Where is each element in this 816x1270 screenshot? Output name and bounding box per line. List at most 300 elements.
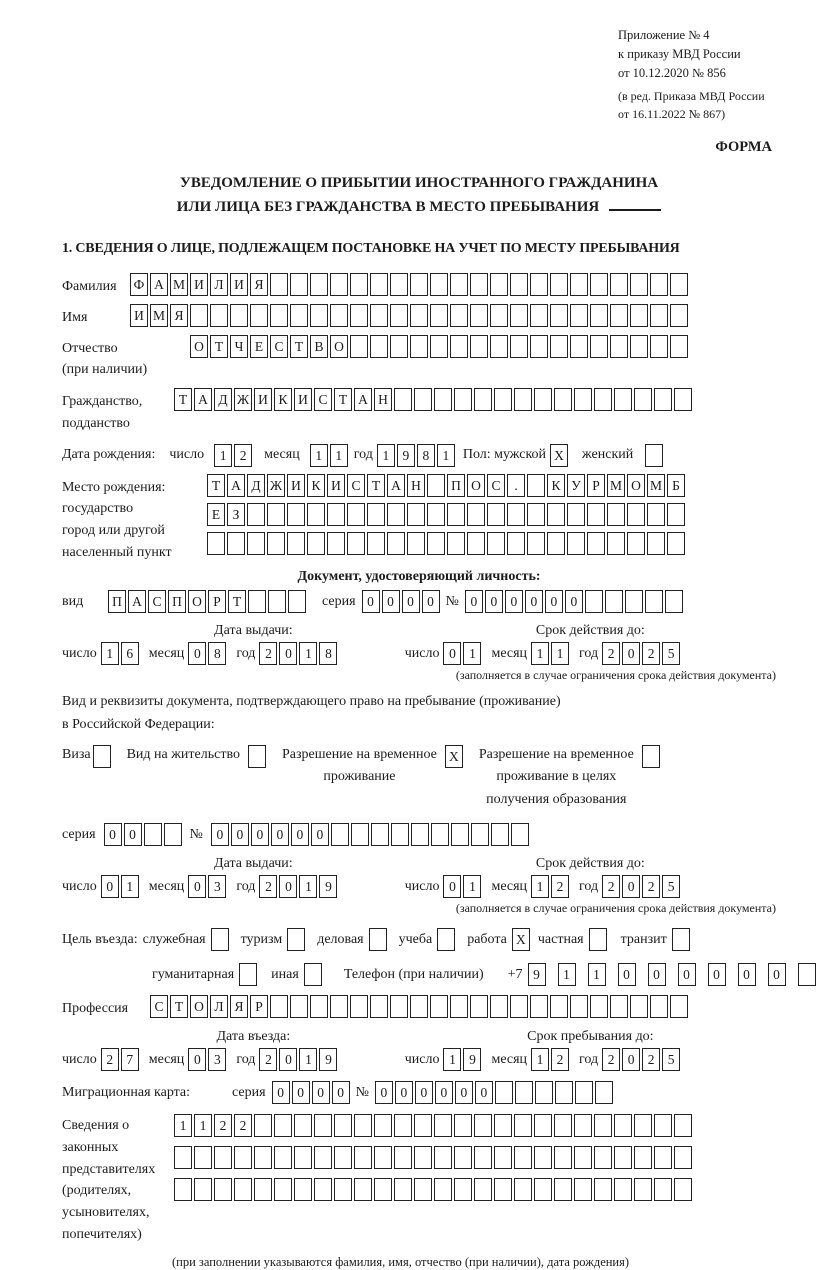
- char-cell[interactable]: [430, 273, 448, 296]
- char-cell[interactable]: 5: [662, 875, 680, 898]
- char-cell[interactable]: [268, 590, 286, 613]
- identity-issue-day-cells[interactable]: [101, 642, 141, 665]
- char-cell[interactable]: 0: [311, 823, 329, 846]
- char-cell[interactable]: [665, 590, 683, 613]
- char-cell[interactable]: [490, 273, 508, 296]
- char-cell[interactable]: 2: [214, 1114, 232, 1137]
- char-cell[interactable]: [470, 273, 488, 296]
- char-cell[interactable]: [590, 304, 608, 327]
- char-cell[interactable]: [574, 1114, 592, 1137]
- char-cell[interactable]: [614, 1146, 632, 1169]
- char-cell[interactable]: [294, 1146, 312, 1169]
- char-cell[interactable]: 0: [708, 963, 726, 986]
- char-cell[interactable]: 0: [188, 875, 206, 898]
- char-cell[interactable]: 2: [259, 1048, 277, 1071]
- char-cell[interactable]: [310, 995, 328, 1018]
- char-cell[interactable]: .: [507, 474, 525, 497]
- char-cell[interactable]: [374, 1114, 392, 1137]
- stay-year-cells[interactable]: [602, 1048, 682, 1071]
- char-cell[interactable]: [270, 304, 288, 327]
- char-cell[interactable]: [454, 388, 472, 411]
- char-cell[interactable]: [290, 304, 308, 327]
- identity-valid-year-cells[interactable]: [602, 642, 682, 665]
- char-cell[interactable]: О: [467, 474, 485, 497]
- char-cell[interactable]: [494, 388, 512, 411]
- char-cell[interactable]: [354, 1178, 372, 1201]
- char-cell[interactable]: 0: [332, 1081, 350, 1104]
- char-cell[interactable]: [674, 1178, 692, 1201]
- char-cell[interactable]: [634, 1146, 652, 1169]
- purpose-option-work-checkbox[interactable]: [512, 928, 530, 951]
- char-cell[interactable]: 8: [319, 642, 337, 665]
- char-cell[interactable]: И: [287, 474, 305, 497]
- char-cell[interactable]: В: [310, 335, 328, 358]
- char-cell[interactable]: 0: [618, 963, 636, 986]
- char-cell[interactable]: [411, 823, 429, 846]
- char-cell[interactable]: 2: [602, 875, 620, 898]
- char-cell[interactable]: 9: [463, 1048, 481, 1071]
- char-cell[interactable]: [470, 304, 488, 327]
- char-cell[interactable]: [574, 1146, 592, 1169]
- char-cell[interactable]: [350, 304, 368, 327]
- char-cell[interactable]: [254, 1178, 272, 1201]
- char-cell[interactable]: У: [567, 474, 585, 497]
- temp-permit-checkbox[interactable]: [445, 744, 465, 768]
- char-cell[interactable]: [670, 335, 688, 358]
- char-cell[interactable]: [144, 823, 162, 846]
- sex-male-checkbox[interactable]: [550, 444, 570, 467]
- char-cell[interactable]: [534, 1178, 552, 1201]
- char-cell[interactable]: 0: [362, 590, 380, 613]
- char-cell[interactable]: [267, 503, 285, 526]
- char-cell[interactable]: Т: [210, 335, 228, 358]
- char-cell[interactable]: 0: [101, 875, 119, 898]
- char-cell[interactable]: М: [170, 273, 188, 296]
- char-cell[interactable]: 1: [551, 642, 569, 665]
- char-cell[interactable]: [351, 823, 369, 846]
- char-cell[interactable]: Р: [208, 590, 226, 613]
- char-cell[interactable]: [374, 1146, 392, 1169]
- char-cell[interactable]: [254, 1114, 272, 1137]
- char-cell[interactable]: Л: [210, 273, 228, 296]
- char-cell[interactable]: [494, 1178, 512, 1201]
- char-cell[interactable]: [451, 823, 469, 846]
- char-cell[interactable]: [527, 532, 545, 555]
- residence-issue-year-cells[interactable]: [259, 875, 339, 898]
- char-cell[interactable]: А: [227, 474, 245, 497]
- char-cell[interactable]: [471, 823, 489, 846]
- char-cell[interactable]: [630, 335, 648, 358]
- char-cell[interactable]: А: [387, 474, 405, 497]
- char-cell[interactable]: [414, 1178, 432, 1201]
- char-cell[interactable]: 0: [124, 823, 142, 846]
- char-cell[interactable]: 1: [194, 1114, 212, 1137]
- char-cell[interactable]: [514, 388, 532, 411]
- birth-day-cells[interactable]: [214, 444, 254, 467]
- char-cell[interactable]: [672, 928, 690, 951]
- residence-permit-checkbox[interactable]: [248, 744, 268, 768]
- char-cell[interactable]: [650, 995, 668, 1018]
- char-cell[interactable]: [294, 1178, 312, 1201]
- char-cell[interactable]: 0: [291, 823, 309, 846]
- char-cell[interactable]: [287, 928, 305, 951]
- char-cell[interactable]: Д: [247, 474, 265, 497]
- char-cell[interactable]: [350, 335, 368, 358]
- char-cell[interactable]: А: [150, 273, 168, 296]
- char-cell[interactable]: [650, 273, 668, 296]
- char-cell[interactable]: [470, 335, 488, 358]
- char-cell[interactable]: 0: [443, 875, 461, 898]
- char-cell[interactable]: [627, 532, 645, 555]
- char-cell[interactable]: И: [130, 304, 148, 327]
- char-cell[interactable]: [487, 503, 505, 526]
- char-cell[interactable]: 2: [234, 444, 252, 467]
- char-cell[interactable]: [430, 995, 448, 1018]
- char-cell[interactable]: [430, 335, 448, 358]
- char-cell[interactable]: М: [607, 474, 625, 497]
- char-cell[interactable]: 8: [417, 444, 435, 467]
- char-cell[interactable]: П: [108, 590, 126, 613]
- char-cell[interactable]: 1: [463, 642, 481, 665]
- char-cell[interactable]: [547, 532, 565, 555]
- char-cell[interactable]: [390, 995, 408, 1018]
- char-cell[interactable]: 2: [602, 642, 620, 665]
- char-cell[interactable]: 0: [271, 823, 289, 846]
- char-cell[interactable]: 0: [402, 590, 420, 613]
- char-cell[interactable]: 3: [208, 875, 226, 898]
- char-cell[interactable]: 0: [375, 1081, 393, 1104]
- char-cell[interactable]: [474, 1178, 492, 1201]
- char-cell[interactable]: [407, 532, 425, 555]
- char-cell[interactable]: 0: [485, 590, 503, 613]
- char-cell[interactable]: [267, 532, 285, 555]
- char-cell[interactable]: [447, 503, 465, 526]
- char-cell[interactable]: [610, 304, 628, 327]
- char-cell[interactable]: [630, 995, 648, 1018]
- char-cell[interactable]: [630, 273, 648, 296]
- char-cell[interactable]: [642, 745, 660, 768]
- char-cell[interactable]: [394, 388, 412, 411]
- char-cell[interactable]: [650, 335, 668, 358]
- char-cell[interactable]: [674, 388, 692, 411]
- char-cell[interactable]: [674, 1146, 692, 1169]
- char-cell[interactable]: [614, 1178, 632, 1201]
- char-cell[interactable]: [667, 503, 685, 526]
- char-cell[interactable]: [547, 503, 565, 526]
- char-cell[interactable]: [247, 532, 265, 555]
- char-cell[interactable]: [410, 335, 428, 358]
- char-cell[interactable]: И: [190, 273, 208, 296]
- purpose-option-other-checkbox[interactable]: [304, 963, 322, 986]
- char-cell[interactable]: [274, 1178, 292, 1201]
- entry-year-cells[interactable]: [259, 1048, 339, 1071]
- char-cell[interactable]: [450, 335, 468, 358]
- char-cell[interactable]: [347, 532, 365, 555]
- char-cell[interactable]: [164, 823, 182, 846]
- char-cell[interactable]: [554, 388, 572, 411]
- char-cell[interactable]: 2: [642, 642, 660, 665]
- char-cell[interactable]: [330, 995, 348, 1018]
- char-cell[interactable]: [474, 1146, 492, 1169]
- char-cell[interactable]: [354, 1114, 372, 1137]
- char-cell[interactable]: Я: [230, 995, 248, 1018]
- birth-month-cells[interactable]: [310, 444, 350, 467]
- char-cell[interactable]: [490, 304, 508, 327]
- purpose-option-business-checkbox[interactable]: [211, 928, 229, 951]
- visa-checkbox[interactable]: [93, 744, 113, 768]
- char-cell[interactable]: X: [445, 745, 463, 768]
- char-cell[interactable]: К: [274, 388, 292, 411]
- char-cell[interactable]: А: [128, 590, 146, 613]
- char-cell[interactable]: С: [148, 590, 166, 613]
- char-cell[interactable]: Т: [228, 590, 246, 613]
- char-cell[interactable]: 5: [662, 642, 680, 665]
- char-cell[interactable]: [607, 503, 625, 526]
- char-cell[interactable]: 1: [330, 444, 348, 467]
- char-cell[interactable]: [371, 823, 389, 846]
- char-cell[interactable]: [585, 590, 603, 613]
- char-cell[interactable]: [607, 532, 625, 555]
- purpose-option-commercial-checkbox[interactable]: [369, 928, 387, 951]
- char-cell[interactable]: [527, 474, 545, 497]
- char-cell[interactable]: [247, 503, 265, 526]
- char-cell[interactable]: [605, 590, 623, 613]
- char-cell[interactable]: [550, 273, 568, 296]
- char-cell[interactable]: 0: [231, 823, 249, 846]
- char-cell[interactable]: [194, 1178, 212, 1201]
- char-cell[interactable]: [570, 995, 588, 1018]
- identity-doc-kind-cells[interactable]: [108, 590, 308, 613]
- char-cell[interactable]: 1: [531, 1048, 549, 1071]
- char-cell[interactable]: [614, 388, 632, 411]
- char-cell[interactable]: [327, 532, 345, 555]
- char-cell[interactable]: [587, 503, 605, 526]
- name-cells[interactable]: [130, 304, 690, 327]
- char-cell[interactable]: Л: [210, 995, 228, 1018]
- char-cell[interactable]: 1: [588, 963, 606, 986]
- char-cell[interactable]: С: [314, 388, 332, 411]
- char-cell[interactable]: М: [647, 474, 665, 497]
- char-cell[interactable]: [227, 532, 245, 555]
- birth-year-cells[interactable]: [377, 444, 457, 467]
- char-cell[interactable]: [390, 335, 408, 358]
- char-cell[interactable]: [575, 1081, 593, 1104]
- char-cell[interactable]: [798, 963, 816, 986]
- birth-place-cells-row1[interactable]: [207, 474, 687, 497]
- char-cell[interactable]: [594, 1146, 612, 1169]
- char-cell[interactable]: 0: [475, 1081, 493, 1104]
- identity-valid-day-cells[interactable]: [443, 642, 483, 665]
- char-cell[interactable]: [93, 745, 111, 768]
- char-cell[interactable]: Б: [667, 474, 685, 497]
- char-cell[interactable]: [294, 1114, 312, 1137]
- char-cell[interactable]: 0: [188, 1048, 206, 1071]
- char-cell[interactable]: [407, 503, 425, 526]
- residence-valid-day-cells[interactable]: [443, 875, 483, 898]
- char-cell[interactable]: X: [550, 444, 568, 467]
- char-cell[interactable]: Т: [334, 388, 352, 411]
- char-cell[interactable]: [414, 1114, 432, 1137]
- char-cell[interactable]: [350, 995, 368, 1018]
- char-cell[interactable]: [367, 503, 385, 526]
- char-cell[interactable]: [550, 995, 568, 1018]
- char-cell[interactable]: [274, 1114, 292, 1137]
- char-cell[interactable]: 2: [551, 875, 569, 898]
- char-cell[interactable]: [387, 503, 405, 526]
- char-cell[interactable]: [467, 532, 485, 555]
- char-cell[interactable]: [487, 532, 505, 555]
- char-cell[interactable]: [437, 928, 455, 951]
- migration-card-series-cells[interactable]: [272, 1081, 352, 1104]
- char-cell[interactable]: [510, 273, 528, 296]
- char-cell[interactable]: 0: [525, 590, 543, 613]
- purpose-option-study-checkbox[interactable]: [437, 928, 455, 951]
- char-cell[interactable]: 2: [234, 1114, 252, 1137]
- char-cell[interactable]: [454, 1146, 472, 1169]
- char-cell[interactable]: Т: [290, 335, 308, 358]
- char-cell[interactable]: 1: [531, 642, 549, 665]
- char-cell[interactable]: 0: [738, 963, 756, 986]
- char-cell[interactable]: А: [194, 388, 212, 411]
- char-cell[interactable]: 0: [505, 590, 523, 613]
- char-cell[interactable]: [554, 1114, 572, 1137]
- char-cell[interactable]: 2: [259, 875, 277, 898]
- char-cell[interactable]: [327, 503, 345, 526]
- char-cell[interactable]: 0: [272, 1081, 290, 1104]
- char-cell[interactable]: [410, 304, 428, 327]
- char-cell[interactable]: [390, 273, 408, 296]
- char-cell[interactable]: [570, 335, 588, 358]
- char-cell[interactable]: [370, 995, 388, 1018]
- char-cell[interactable]: [467, 503, 485, 526]
- char-cell[interactable]: [234, 1178, 252, 1201]
- char-cell[interactable]: 0: [188, 642, 206, 665]
- char-cell[interactable]: [174, 1178, 192, 1201]
- stay-month-cells[interactable]: [531, 1048, 571, 1071]
- char-cell[interactable]: [414, 388, 432, 411]
- char-cell[interactable]: [174, 1146, 192, 1169]
- char-cell[interactable]: 0: [768, 963, 786, 986]
- char-cell[interactable]: [555, 1081, 573, 1104]
- char-cell[interactable]: О: [330, 335, 348, 358]
- char-cell[interactable]: [431, 823, 449, 846]
- citizenship-cells[interactable]: [174, 388, 694, 411]
- char-cell[interactable]: [650, 304, 668, 327]
- char-cell[interactable]: [515, 1081, 533, 1104]
- char-cell[interactable]: [511, 823, 529, 846]
- char-cell[interactable]: [534, 1114, 552, 1137]
- char-cell[interactable]: 2: [642, 875, 660, 898]
- char-cell[interactable]: [494, 1146, 512, 1169]
- char-cell[interactable]: 0: [312, 1081, 330, 1104]
- char-cell[interactable]: [387, 532, 405, 555]
- char-cell[interactable]: 0: [382, 590, 400, 613]
- char-cell[interactable]: [427, 503, 445, 526]
- residence-valid-month-cells[interactable]: [531, 875, 571, 898]
- char-cell[interactable]: 1: [299, 1048, 317, 1071]
- char-cell[interactable]: И: [294, 388, 312, 411]
- char-cell[interactable]: [290, 273, 308, 296]
- char-cell[interactable]: [270, 273, 288, 296]
- char-cell[interactable]: [645, 444, 663, 467]
- char-cell[interactable]: О: [627, 474, 645, 497]
- char-cell[interactable]: [331, 823, 349, 846]
- char-cell[interactable]: [610, 335, 628, 358]
- char-cell[interactable]: И: [327, 474, 345, 497]
- char-cell[interactable]: [491, 823, 509, 846]
- char-cell[interactable]: [394, 1114, 412, 1137]
- char-cell[interactable]: Е: [250, 335, 268, 358]
- char-cell[interactable]: М: [150, 304, 168, 327]
- char-cell[interactable]: [410, 995, 428, 1018]
- char-cell[interactable]: 0: [622, 642, 640, 665]
- char-cell[interactable]: 0: [545, 590, 563, 613]
- char-cell[interactable]: [211, 928, 229, 951]
- char-cell[interactable]: [410, 273, 428, 296]
- char-cell[interactable]: [287, 503, 305, 526]
- char-cell[interactable]: 3: [208, 1048, 226, 1071]
- identity-valid-month-cells[interactable]: [531, 642, 571, 665]
- char-cell[interactable]: Ж: [267, 474, 285, 497]
- char-cell[interactable]: 1: [299, 875, 317, 898]
- char-cell[interactable]: [634, 388, 652, 411]
- char-cell[interactable]: 0: [435, 1081, 453, 1104]
- char-cell[interactable]: [490, 335, 508, 358]
- char-cell[interactable]: [254, 1146, 272, 1169]
- char-cell[interactable]: [514, 1146, 532, 1169]
- char-cell[interactable]: Ж: [234, 388, 252, 411]
- patronymic-cells[interactable]: [190, 335, 690, 358]
- char-cell[interactable]: 0: [415, 1081, 433, 1104]
- char-cell[interactable]: 9: [528, 963, 546, 986]
- char-cell[interactable]: [674, 1114, 692, 1137]
- char-cell[interactable]: [535, 1081, 553, 1104]
- residence-series-cells[interactable]: [104, 823, 184, 846]
- char-cell[interactable]: 7: [121, 1048, 139, 1071]
- char-cell[interactable]: [534, 1146, 552, 1169]
- char-cell[interactable]: 2: [101, 1048, 119, 1071]
- char-cell[interactable]: [645, 590, 663, 613]
- char-cell[interactable]: [554, 1178, 572, 1201]
- char-cell[interactable]: 0: [443, 642, 461, 665]
- char-cell[interactable]: [550, 335, 568, 358]
- char-cell[interactable]: [394, 1178, 412, 1201]
- char-cell[interactable]: Р: [250, 995, 268, 1018]
- representatives-cells-row2[interactable]: [174, 1146, 694, 1169]
- char-cell[interactable]: [214, 1178, 232, 1201]
- char-cell[interactable]: 0: [279, 1048, 297, 1071]
- entry-month-cells[interactable]: [188, 1048, 228, 1071]
- char-cell[interactable]: [370, 304, 388, 327]
- birth-place-cells-row3[interactable]: [207, 532, 687, 555]
- char-cell[interactable]: Т: [207, 474, 225, 497]
- char-cell[interactable]: К: [307, 474, 325, 497]
- char-cell[interactable]: 0: [622, 875, 640, 898]
- char-cell[interactable]: [450, 995, 468, 1018]
- char-cell[interactable]: 1: [463, 875, 481, 898]
- char-cell[interactable]: [587, 532, 605, 555]
- char-cell[interactable]: 9: [319, 875, 337, 898]
- char-cell[interactable]: 0: [422, 590, 440, 613]
- char-cell[interactable]: С: [270, 335, 288, 358]
- char-cell[interactable]: [589, 928, 607, 951]
- char-cell[interactable]: [630, 304, 648, 327]
- char-cell[interactable]: 1: [121, 875, 139, 898]
- purpose-option-transit-checkbox[interactable]: [672, 928, 690, 951]
- char-cell[interactable]: [307, 532, 325, 555]
- char-cell[interactable]: 0: [279, 875, 297, 898]
- char-cell[interactable]: [530, 273, 548, 296]
